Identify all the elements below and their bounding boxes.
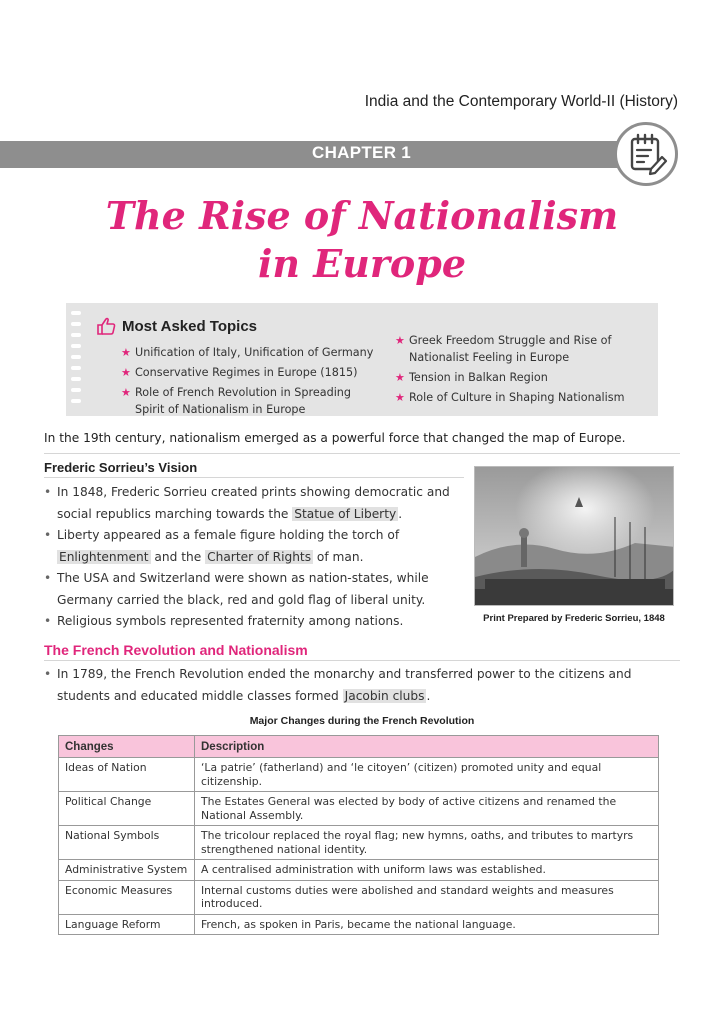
list-item: ★ Conservative Regimes in Europe (1815) bbox=[121, 366, 358, 379]
column-header: Changes bbox=[59, 736, 195, 758]
sorrieu-heading: Frederic Sorrieu’s Vision bbox=[44, 460, 198, 475]
table-row: Ideas of Nation ‘La patrie’ (fatherland) and ‘le citoyen’ (citizen) promoted unity and equal citizenship. bbox=[59, 758, 659, 792]
topics-heading-text: Most Asked Topics bbox=[122, 317, 258, 335]
list-item: • Religious symbols represented fraternity among nations. bbox=[44, 611, 464, 633]
intro-paragraph: In the 19th century, nationalism emerged as a powerful force that changed the map of Europe. bbox=[44, 431, 626, 445]
star-icon: ★ bbox=[395, 371, 405, 384]
star-icon: ★ bbox=[395, 334, 405, 347]
table-row: Political Change The Estates General was elected by body of active citizens and renamed the National Assembly. bbox=[59, 792, 659, 826]
sorrieu-print-image bbox=[474, 466, 674, 606]
thumbs-up-icon bbox=[96, 317, 116, 335]
highlight-term: Enlightenment bbox=[59, 549, 149, 564]
topics-heading bbox=[96, 317, 257, 335]
most-asked-topics-box bbox=[66, 303, 658, 416]
list-item: ★ Tension in Balkan Region bbox=[395, 371, 548, 384]
divider bbox=[44, 660, 680, 661]
list-item: • In 1848, Frederic Sorrieu created prints showing democratic and social republics marching towards the Statue of Liberty . bbox=[44, 482, 464, 525]
list-item: ★ Greek Freedom Struggle and Rise of Nationalist Feeling in Europe bbox=[395, 334, 612, 364]
notepad-pencil-icon bbox=[614, 122, 678, 186]
print-caption: Print Prepared by Frederic Sorrieu, 1848 bbox=[483, 613, 665, 624]
column-header: Description bbox=[195, 736, 659, 758]
divider bbox=[44, 453, 680, 454]
star-icon: ★ bbox=[121, 346, 131, 359]
table-title: Major Changes during the French Revolution bbox=[249, 715, 475, 727]
french-bullets bbox=[44, 664, 684, 707]
book-title: India and the Contemporary World-II (History) bbox=[364, 93, 678, 110]
list-item: ★ Role of Culture in Shaping Nationalism bbox=[395, 391, 625, 404]
star-icon: ★ bbox=[121, 366, 131, 379]
list-item: ★ Unification of Italy, Unification of Germany bbox=[121, 346, 374, 359]
highlight-term: Statue of Liberty bbox=[294, 506, 397, 521]
table-row: Language Reform French, as spoken in Paris, became the national language. bbox=[59, 914, 659, 935]
table-row: National Symbols The tricolour replaced the royal flag; new hymns, oaths, and tributes to martyrs strengthened national identity. bbox=[59, 826, 659, 860]
table-header-row bbox=[59, 736, 659, 758]
topics-list-right bbox=[395, 332, 657, 409]
list-item: • In 1789, the French Revolution ended the monarchy and transferred power to the citizens and students and educated middle classes formed Jacobin clubs . bbox=[44, 664, 684, 707]
list-item: • The USA and Switzerland were shown as nation-states, while Germany carried the black, red and gold flag of liberal unity. bbox=[44, 568, 464, 611]
chapter-title-line1: The Rise of Nationalism bbox=[105, 193, 619, 238]
highlight-term: Charter of Rights bbox=[207, 549, 312, 564]
divider bbox=[44, 477, 464, 478]
sorrieu-bullets bbox=[44, 482, 464, 633]
chapter-title-line2: in Europe bbox=[258, 241, 466, 286]
star-icon: ★ bbox=[121, 386, 131, 399]
list-item: ★ Role of French Revolution in Spreading Spirit of Nationalism in Europe bbox=[121, 386, 352, 416]
french-revolution-heading: The French Revolution and Nationalism bbox=[44, 642, 308, 658]
topics-list-left bbox=[121, 344, 381, 421]
chapter-title bbox=[0, 192, 724, 288]
changes-table bbox=[58, 735, 659, 935]
table-row: Administrative System A centralised administration with uniform laws was established. bbox=[59, 860, 659, 881]
chapter-label: CHAPTER 1 bbox=[312, 143, 412, 162]
highlight-term: Jacobin clubs bbox=[344, 688, 425, 703]
star-icon: ★ bbox=[395, 391, 405, 404]
list-item: • Liberty appeared as a female figure holding the torch of Enlightenment and the Charter of Rights of man. bbox=[44, 525, 464, 568]
table-row: Economic Measures Internal customs duties were abolished and standard weights and measures introduced. bbox=[59, 880, 659, 914]
spiral-binding-icon bbox=[71, 303, 81, 416]
